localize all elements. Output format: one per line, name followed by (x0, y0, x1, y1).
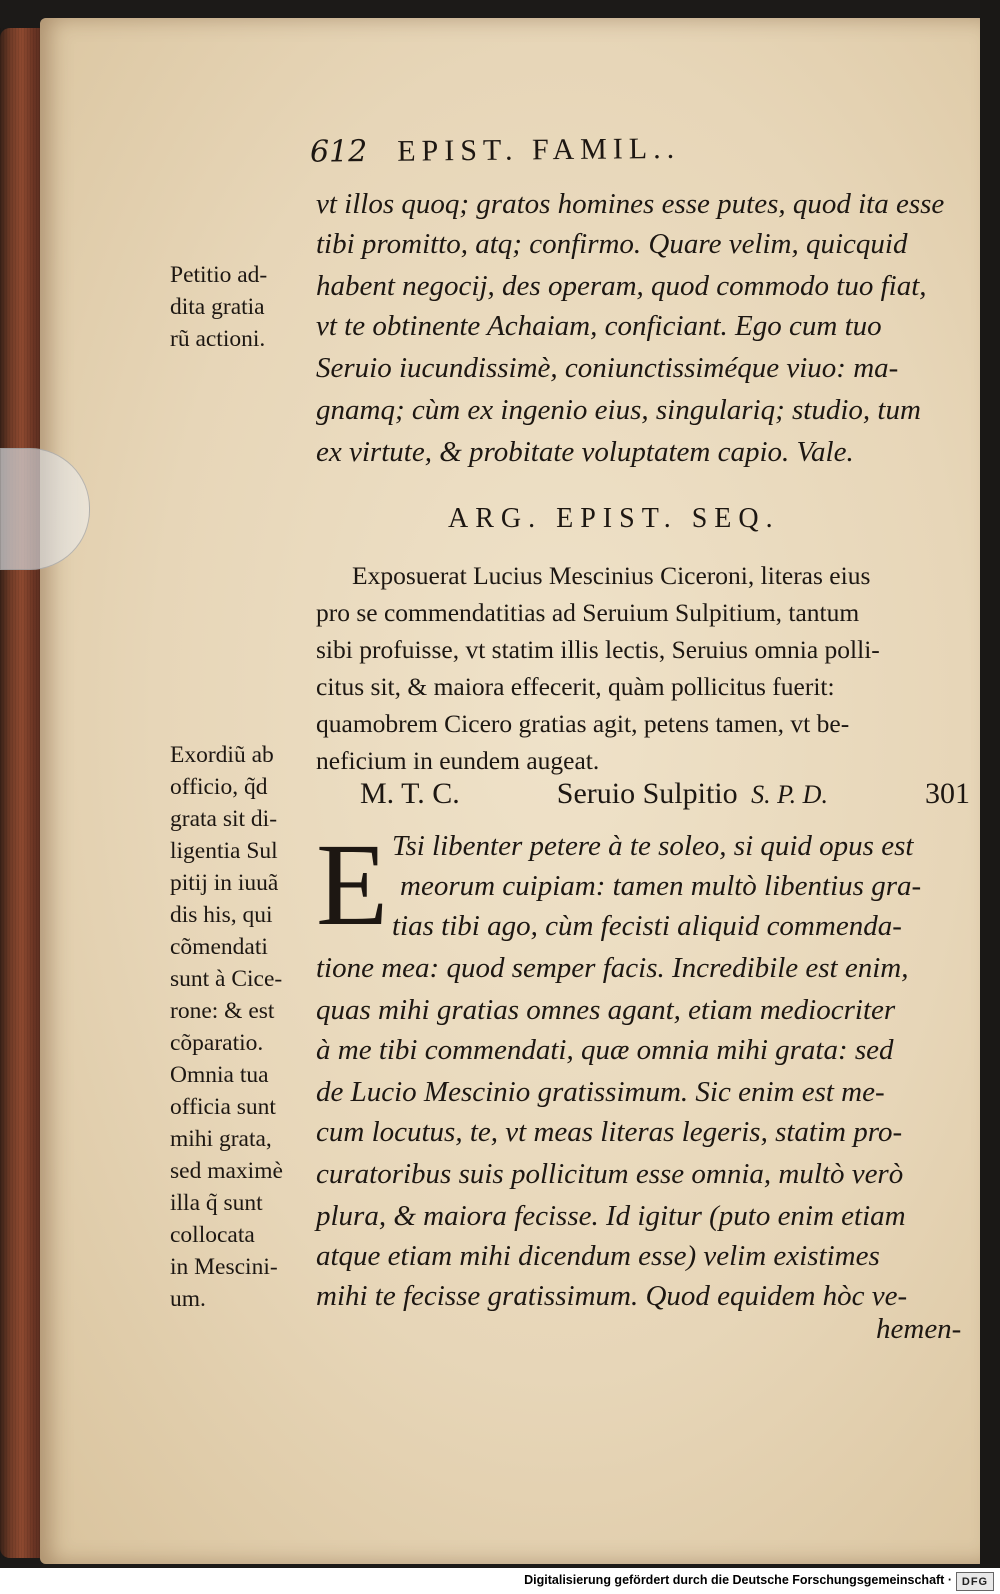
argument-line-4: citus sit, & maiora effecerit, quàm pollicitus fuerit: (316, 672, 835, 701)
letter-line-7: de Lucio Mescinio gratissimum. Sic enim est me- (316, 1076, 885, 1108)
prior-letter-line-2: tibi promitto, atq; confirmo. Quare velim, quicquid (316, 228, 908, 260)
prior-letter-line-3: habent negocij, des operam, quod commodo tuo fiat, (316, 270, 927, 302)
margin-note-2-line-8: sunt à Cice- (170, 966, 283, 992)
prior-letter-line-7: ex virtute, & probitate voluptatem capio. Vale. (316, 436, 854, 468)
margin-note-2-line-15: illa q̃ sunt (170, 1190, 263, 1216)
prior-letter-line-5: Seruio iucundissimè, coniunctissiméque viuo: ma- (316, 352, 899, 384)
margin-note-2-line-12: officia sunt (170, 1094, 276, 1120)
margin-note-2-line-7: cõmendati (170, 934, 268, 960)
letter-line-11: atque etiam mihi dicendum esse) velim existimes (316, 1240, 880, 1272)
margin-note-2-line-10: cõparatio. (170, 1030, 264, 1056)
running-title: EPIST. FAMIL.. (397, 131, 681, 168)
catchword: hemen- (876, 1313, 962, 1345)
prior-letter-line-4: vt te obtinente Achaiam, conficiant. Ego cum tuo (316, 310, 882, 342)
footer-bar (0, 1568, 1000, 1594)
margin-note-2-line-6: dis his, qui (170, 902, 273, 928)
argument-line-6: neficium in eundem augeat. (316, 746, 600, 775)
margin-note-2-line-4: ligentia Sul (170, 838, 278, 864)
margin-note-2-line-11: Omnia tua (170, 1062, 269, 1088)
gutter-shadow (980, 0, 1000, 1568)
letter-line-12: mihi te fecisse gratissimum. Quod equidem hòc ve- (316, 1280, 908, 1312)
letter-number: 301 (924, 777, 970, 810)
margin-note-2-line-9: rone: & est (170, 998, 275, 1024)
letter-line-5: quas mihi gratias omnes agant, etiam mediocriter (316, 994, 896, 1026)
running-head (310, 129, 820, 174)
letter-line-4: tione mea: quod semper facis. Incredibile est enim, (316, 952, 909, 984)
letter-salutation: S. P. D. (751, 780, 828, 809)
margin-note-2-line-5: pitij in iuuã (170, 870, 279, 896)
margin-note-1-line-2: dita gratia (170, 294, 265, 320)
letter-line-8: cum locutus, te, vt meas literas legeris, statim pro- (316, 1116, 903, 1148)
margin-note-2-line-17: in Mescini- (170, 1254, 278, 1280)
margin-note-2-line-1: Exordiũ ab (170, 742, 274, 768)
margin-note-2-line-14: sed maximè (170, 1158, 283, 1184)
dfg-logo-icon: DFG (956, 1572, 994, 1591)
letter-line-3: tias tibi ago, cùm fecisti aliquid commenda- (392, 910, 902, 942)
letter-line-1: Tsi libenter petere à te soleo, si quid opus est (392, 830, 914, 862)
letter-recipient: Seruio Sulpitio (556, 777, 738, 810)
letter-sender: M. T. C. (360, 777, 460, 810)
prior-letter-line-6: gnamq; cùm ex ingenio eius, singulariq; studio, tum (316, 394, 921, 426)
margin-note-1-line-1: Petitio ad- (170, 262, 268, 288)
argument-line-2: pro se commendatitias ad Seruium Sulpitium, tantum (316, 598, 860, 627)
letter-line-2: meorum cuipiam: tamen multò libentius gra- (400, 870, 922, 902)
footer-credit: Digitalisierung gefördert durch die Deutsche Forschungsgemeinschaft · (524, 1573, 952, 1587)
letter-line-10: plura, & maiora fecisse. Id igitur (puto enim etiam (316, 1200, 906, 1232)
argument-line-1: Exposuerat Lucius Mescinius Ciceroni, literas eius (352, 561, 871, 590)
letter-heading (360, 777, 970, 811)
page-number: 612 (309, 134, 368, 170)
letter-line-6: à me tibi commendati, quæ omnia mihi grata: sed (316, 1034, 894, 1066)
margin-note-2-line-18: um. (170, 1286, 206, 1312)
margin-note-2-line-16: collocata (170, 1222, 255, 1248)
margin-note-2-line-2: officio, q̃d (170, 774, 268, 800)
argument-heading: ARG. EPIST. SEQ. (448, 503, 780, 534)
margin-note-2-line-3: grata sit di- (170, 806, 278, 832)
letter-line-9: curatoribus suis pollicitum esse omnia, multò verò (316, 1158, 904, 1190)
argument-line-3: sibi profuisse, vt statim illis lectis, Seruius omnia polli- (316, 635, 880, 664)
margin-note-1-line-3: rũ actioni. (170, 326, 266, 352)
drop-cap: E (316, 819, 389, 950)
argument-line-5: quamobrem Cicero gratias agit, petens tamen, vt be- (316, 709, 850, 738)
prior-letter-line-1: vt illos quoq; gratos homines esse putes, quod ita esse (316, 188, 945, 220)
margin-note-2-line-13: mihi grata, (170, 1126, 272, 1152)
